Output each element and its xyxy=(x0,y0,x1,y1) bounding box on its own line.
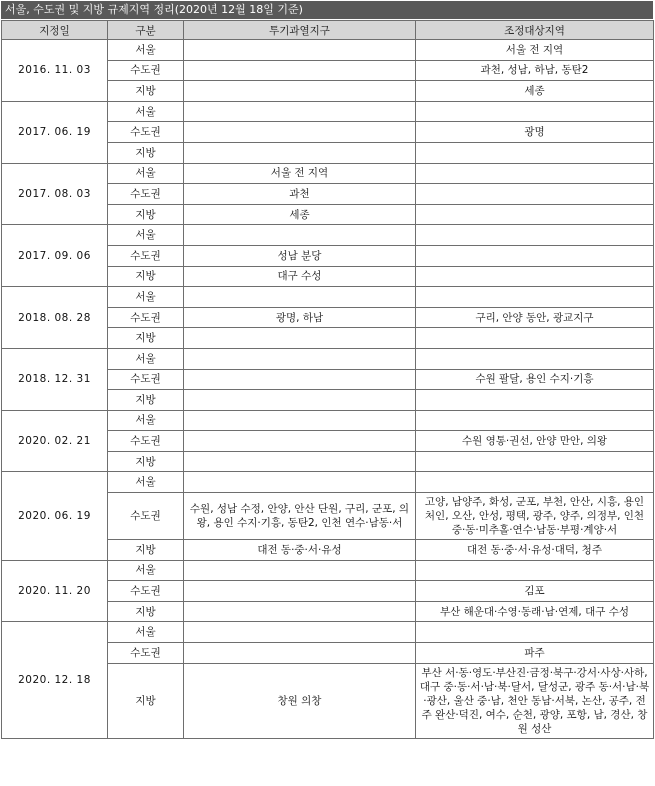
speculative-zone-cell xyxy=(184,328,416,349)
adjustment-zone-cell xyxy=(416,163,654,184)
category-cell: 지방 xyxy=(108,390,184,411)
adjustment-zone-cell xyxy=(416,328,654,349)
adjustment-zone-cell: 김포 xyxy=(416,581,654,602)
designation-date: 2018. 08. 28 xyxy=(2,287,108,349)
designation-date: 2020. 02. 21 xyxy=(2,410,108,472)
category-cell: 서울 xyxy=(108,622,184,643)
adjustment-zone-cell: 과천, 성남, 하남, 동탄2 xyxy=(416,60,654,81)
adjustment-zone-cell xyxy=(416,266,654,287)
category-cell: 수도권 xyxy=(108,60,184,81)
adjustment-zone-cell xyxy=(416,622,654,643)
adjustment-zone-cell xyxy=(416,451,654,472)
adjustment-zone-cell: 서울 전 지역 xyxy=(416,40,654,61)
adjustment-zone-cell xyxy=(416,560,654,581)
adjustment-zone-cell: 수원 팔달, 용인 수지·기흥 xyxy=(416,369,654,390)
category-cell: 서울 xyxy=(108,410,184,431)
speculative-zone-cell xyxy=(184,287,416,308)
category-cell: 지방 xyxy=(108,540,184,561)
speculative-zone-cell xyxy=(184,431,416,452)
speculative-zone-cell: 대구 수성 xyxy=(184,266,416,287)
speculative-zone-cell xyxy=(184,225,416,246)
adjustment-zone-cell xyxy=(416,472,654,493)
category-cell: 수도권 xyxy=(108,493,184,540)
table-row xyxy=(2,163,654,184)
category-cell: 지방 xyxy=(108,663,184,738)
category-cell: 지방 xyxy=(108,451,184,472)
speculative-zone-cell xyxy=(184,643,416,664)
speculative-zone-cell xyxy=(184,601,416,622)
category-cell: 서울 xyxy=(108,348,184,369)
adjustment-zone-cell xyxy=(416,348,654,369)
category-cell: 서울 xyxy=(108,40,184,61)
adjustment-zone-cell: 파주 xyxy=(416,643,654,664)
designation-date: 2020. 12. 18 xyxy=(2,622,108,738)
adjustment-zone-cell: 세종 xyxy=(416,81,654,102)
speculative-zone-cell xyxy=(184,101,416,122)
table-row xyxy=(2,410,654,431)
category-cell: 서울 xyxy=(108,287,184,308)
designation-date: 2020. 06. 19 xyxy=(2,472,108,560)
category-cell: 수도권 xyxy=(108,581,184,602)
table-row xyxy=(2,225,654,246)
speculative-zone-cell xyxy=(184,451,416,472)
speculative-zone-cell: 광명, 하남 xyxy=(184,307,416,328)
adjustment-zone-cell xyxy=(416,245,654,266)
speculative-zone-cell xyxy=(184,369,416,390)
adjustment-zone-cell: 부산 서·동·영도·부산진·금정·북구·강서·사상·사하, 대구 중·동·서·남·북·달서, 달성군, 광주 동·서·남·북·광산, 울산 중·남, 천안 동남·서북, 논산, 공주, 전주 완산·덕진, 여수, 순천, 광양, 포항, 남, 경산, 창원 성산 xyxy=(416,663,654,738)
category-cell: 서울 xyxy=(108,560,184,581)
speculative-zone-cell xyxy=(184,390,416,411)
speculative-zone-cell: 세종 xyxy=(184,204,416,225)
category-cell: 수도권 xyxy=(108,643,184,664)
table-body xyxy=(2,40,654,739)
speculative-zone-cell xyxy=(184,142,416,163)
header-category: 구분 xyxy=(108,21,184,40)
designation-date: 2017. 08. 03 xyxy=(2,163,108,225)
table-row xyxy=(2,472,654,493)
table-row xyxy=(2,101,654,122)
category-cell: 수도권 xyxy=(108,122,184,143)
speculative-zone-cell xyxy=(184,122,416,143)
adjustment-zone-cell xyxy=(416,101,654,122)
adjustment-zone-cell: 고양, 남양주, 화성, 군포, 부천, 안산, 시흥, 용인 처인, 오산, 안성, 평택, 광주, 양주, 의정부, 인천 중·동·미추홀·연수·남동·부평·계양·서 xyxy=(416,493,654,540)
speculative-zone-cell xyxy=(184,622,416,643)
adjustment-zone-cell xyxy=(416,390,654,411)
speculative-zone-cell: 서울 전 지역 xyxy=(184,163,416,184)
adjustment-zone-cell xyxy=(416,184,654,205)
category-cell: 서울 xyxy=(108,163,184,184)
designation-date: 2016. 11. 03 xyxy=(2,40,108,102)
speculative-zone-cell xyxy=(184,560,416,581)
speculative-zone-cell xyxy=(184,40,416,61)
speculative-zone-cell xyxy=(184,348,416,369)
speculative-zone-cell xyxy=(184,581,416,602)
speculative-zone-cell xyxy=(184,81,416,102)
speculative-zone-cell: 창원 의창 xyxy=(184,663,416,738)
table-row xyxy=(2,348,654,369)
header-speculative-zone: 투기과열지구 xyxy=(184,21,416,40)
category-cell: 지방 xyxy=(108,601,184,622)
designation-date: 2020. 11. 20 xyxy=(2,560,108,622)
speculative-zone-cell: 성남 분당 xyxy=(184,245,416,266)
category-cell: 서울 xyxy=(108,101,184,122)
speculative-zone-cell xyxy=(184,472,416,493)
adjustment-zone-cell xyxy=(416,410,654,431)
adjustment-zone-cell: 부산 해운대·수영·동래·남·연제, 대구 수성 xyxy=(416,601,654,622)
category-cell: 지방 xyxy=(108,204,184,225)
category-cell: 지방 xyxy=(108,81,184,102)
adjustment-zone-cell xyxy=(416,204,654,225)
speculative-zone-cell: 대전 동·중·서·유성 xyxy=(184,540,416,561)
category-cell: 수도권 xyxy=(108,307,184,328)
designation-date: 2017. 06. 19 xyxy=(2,101,108,163)
category-cell: 수도권 xyxy=(108,369,184,390)
category-cell: 수도권 xyxy=(108,431,184,452)
category-cell: 지방 xyxy=(108,266,184,287)
category-cell: 지방 xyxy=(108,142,184,163)
adjustment-zone-cell xyxy=(416,142,654,163)
adjustment-zone-cell: 광명 xyxy=(416,122,654,143)
table-row xyxy=(2,40,654,61)
category-cell: 서울 xyxy=(108,472,184,493)
regulation-table xyxy=(1,20,654,739)
table-row xyxy=(2,622,654,643)
category-cell: 지방 xyxy=(108,328,184,349)
adjustment-zone-cell: 구리, 안양 동안, 광교지구 xyxy=(416,307,654,328)
category-cell: 수도권 xyxy=(108,184,184,205)
designation-date: 2017. 09. 06 xyxy=(2,225,108,287)
adjustment-zone-cell: 대전 동·중·서·유성·대덕, 청주 xyxy=(416,540,654,561)
adjustment-zone-cell: 수원 영통·권선, 안양 만안, 의왕 xyxy=(416,431,654,452)
header-row xyxy=(2,21,654,40)
adjustment-zone-cell xyxy=(416,225,654,246)
table-row xyxy=(2,287,654,308)
adjustment-zone-cell xyxy=(416,287,654,308)
table-row xyxy=(2,560,654,581)
designation-date: 2018. 12. 31 xyxy=(2,348,108,410)
category-cell: 서울 xyxy=(108,225,184,246)
speculative-zone-cell: 과천 xyxy=(184,184,416,205)
speculative-zone-cell xyxy=(184,410,416,431)
speculative-zone-cell: 수원, 성남 수정, 안양, 안산 단원, 구리, 군포, 의왕, 용인 수지·기흥, 동탄2, 인천 연수·남동·서 xyxy=(184,493,416,540)
category-cell: 수도권 xyxy=(108,245,184,266)
speculative-zone-cell xyxy=(184,60,416,81)
table-title: 서울, 수도권 및 지방 규제지역 정리(2020년 12월 18일 기준) xyxy=(1,1,653,19)
header-date: 지정일 xyxy=(2,21,108,40)
header-adjustment-zone: 조정대상지역 xyxy=(416,21,654,40)
